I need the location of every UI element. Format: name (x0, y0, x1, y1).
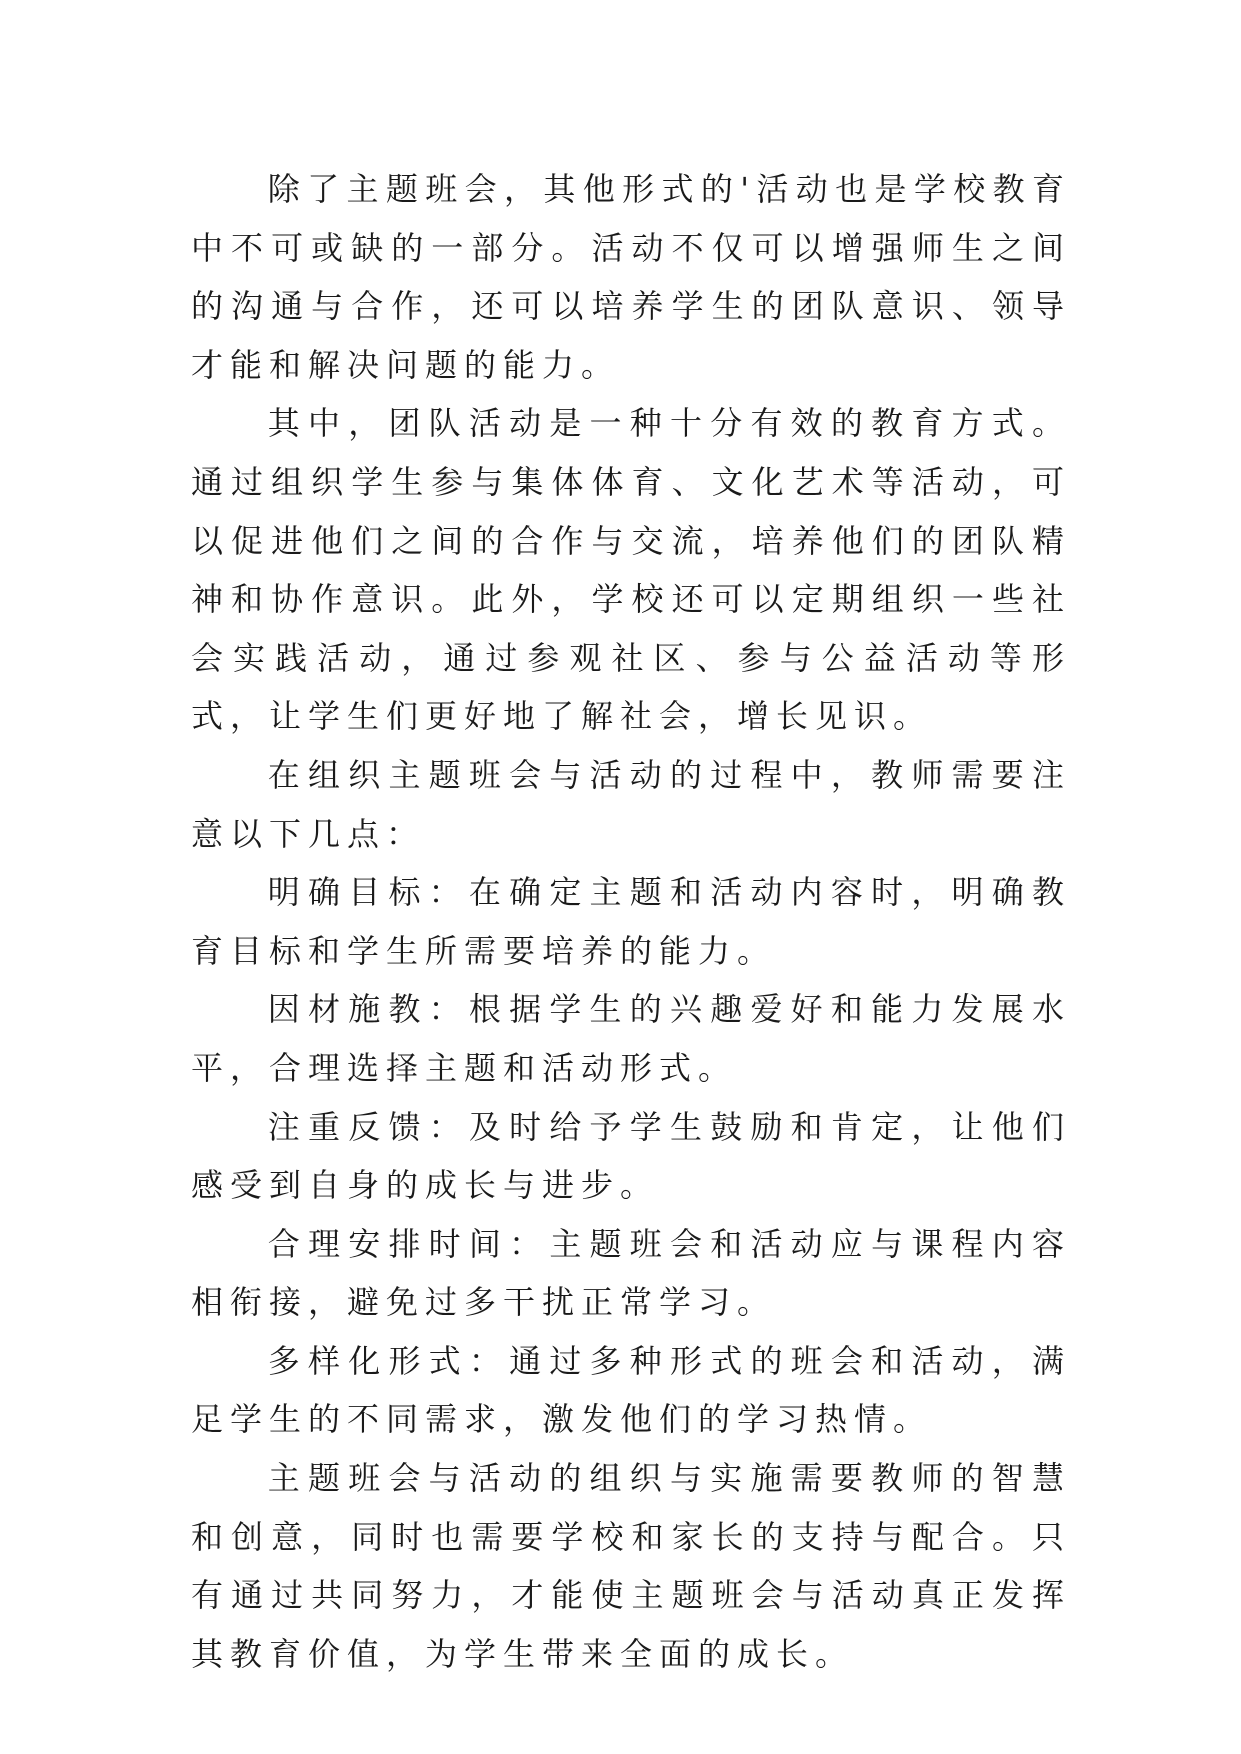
document-body (191, 160, 1071, 1683)
paragraph-diverse-forms: 多样化形式：通过多种形式的班会和活动，满足学生的不同需求，激发他们的学习热情。 (191, 1341, 1071, 1439)
paragraph-time-arrangement: 合理安排时间：主题班会和活动应与课程内容相衔接，避免过多干扰正常学习。 (191, 1224, 1071, 1322)
paragraph-feedback: 注重反馈：及时给予学生鼓励和肯定，让他们感受到自身的成长与进步。 (191, 1107, 1071, 1205)
paragraph-points-intro: 在组织主题班会与活动的过程中，教师需要注意以下几点： (191, 755, 1071, 853)
paragraph-tailored-teaching: 因材施教：根据学生的兴趣爱好和能力发展水平，合理选择主题和活动形式。 (191, 990, 1071, 1087)
paragraph-team-activities: 其中，团队活动是一种十分有效的教育方式。通过组织学生参与集体体育、文化艺术等活动，可以促进他们之间的合作与交流，培养他们的团队精神和协作意识。此外，学校还可以定期组织一些社会实践活动，通过参观社区、参与公益活动等形式，让学生们更好地了解社会，增长见识。 (191, 404, 1071, 736)
paragraph-clear-goals: 明确目标：在确定主题和活动内容时，明确教育目标和学生所需要培养的能力。 (191, 873, 1071, 970)
paragraph-conclusion: 主题班会与活动的组织与实施需要教师的智慧和创意，同时也需要学校和家长的支持与配合。只有通过共同努力，才能使主题班会与活动真正发挥其教育价值，为学生带来全面的成长。 (191, 1459, 1071, 1673)
paragraph-intro: 除了主题班会，其他形式的'活动也是学校教育中不可或缺的一部分。活动不仅可以增强师生之间的沟通与合作，还可以培养学生的团队意识、领导才能和解决问题的能力。 (191, 170, 1071, 384)
